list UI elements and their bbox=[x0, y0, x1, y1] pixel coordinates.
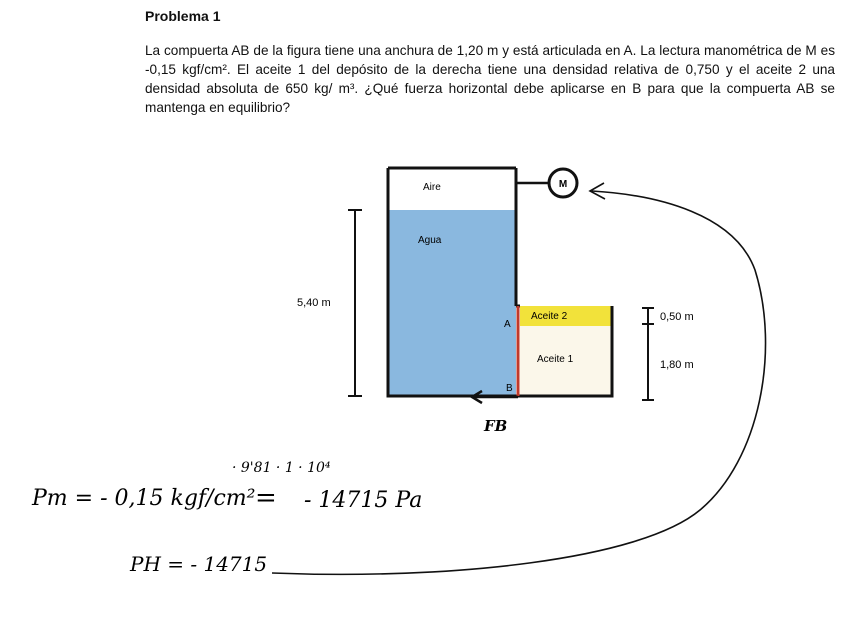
problem-title: Problema 1 bbox=[145, 8, 221, 24]
handwritten-pm-right: - 14715 Pa bbox=[304, 488, 423, 513]
point-b-label: B bbox=[506, 383, 513, 394]
handwritten-ph: PH = - 14715 bbox=[130, 552, 268, 576]
air-label: Aire bbox=[423, 182, 441, 193]
water-region bbox=[388, 210, 516, 396]
dim-oil2-label: 0,50 m bbox=[660, 311, 694, 323]
water-label: Agua bbox=[418, 235, 442, 246]
handwritten-conversion: · 9'81 · 1 · 10⁴ bbox=[232, 460, 331, 476]
force-label: FB bbox=[484, 417, 508, 435]
air-region bbox=[388, 168, 516, 210]
oil2-label: Aceite 2 bbox=[531, 311, 568, 322]
handwritten-pm-left: Pm = - 0,15 kgf/cm² bbox=[32, 486, 256, 511]
dim-oil1-label: 1,80 m bbox=[660, 359, 694, 371]
manometer-label: M bbox=[558, 179, 568, 190]
problem-statement: La compuerta AB de la figura tiene una anchura de 1,20 m y está articulada en A. La lectura manométrica de M es -0,15 kgf/cm². El aceite 1 del depósito de la derecha tiene una densidad relativa de 0,750 y el aceite 2 una densidad absoluta de 650 kg/ m³. ¿Qué fuerza horizontal debe aplicarse en B para que la compuerta AB se mantenga en equilibrio? bbox=[145, 43, 835, 115]
oil1-label: Aceite 1 bbox=[537, 354, 574, 365]
point-a-label: A bbox=[504, 319, 511, 330]
handwritten-equals: = bbox=[255, 483, 277, 513]
height-dim-label: 5,40 m bbox=[297, 297, 331, 309]
